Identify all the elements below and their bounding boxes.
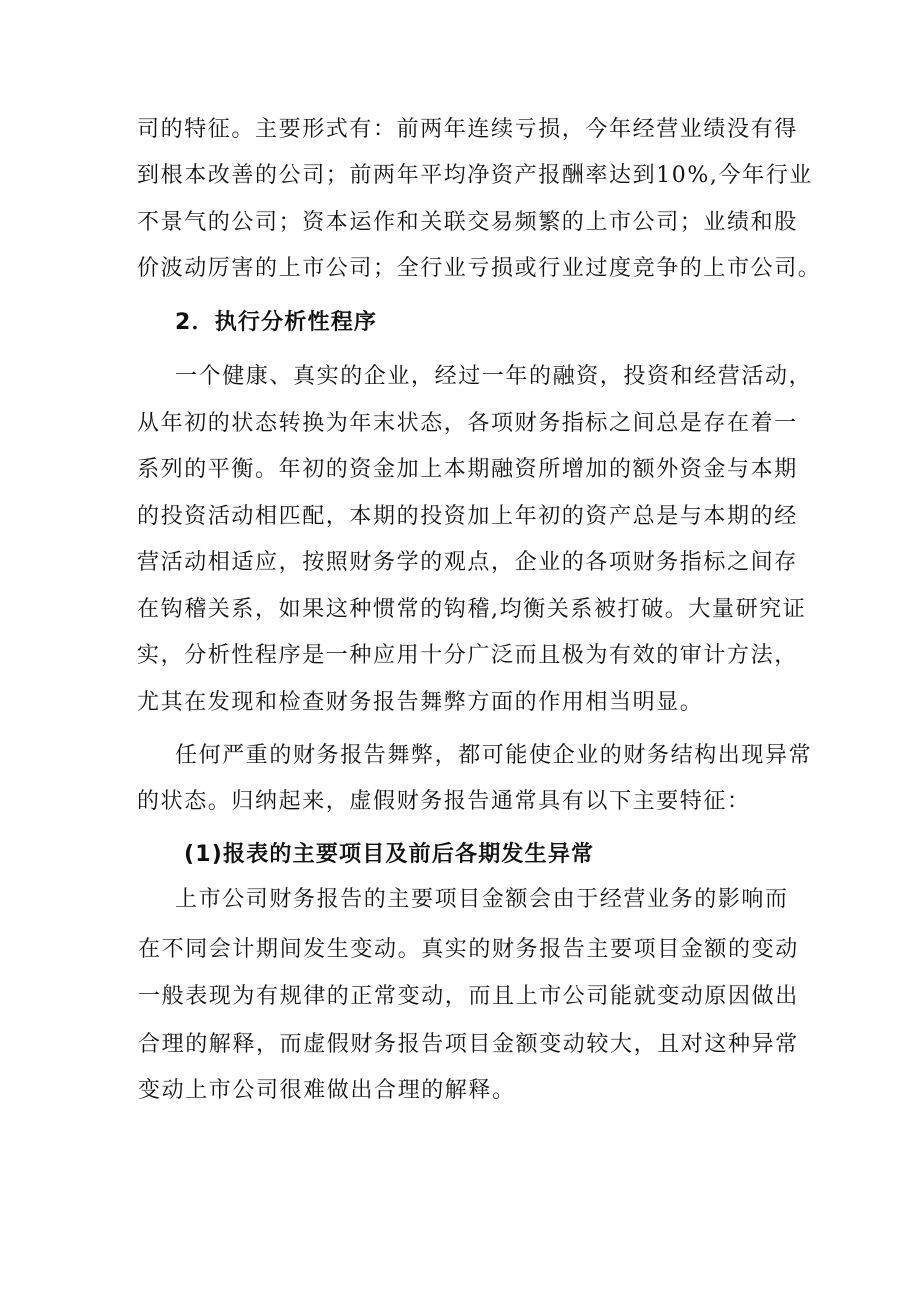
text-line: 变动上市公司很难做出合理的解释。 — [138, 1078, 516, 1103]
section-heading: (1)报表的主要项目及前后各期发生异常 — [184, 842, 595, 867]
text-line: 任何严重的财务报告舞弊，都可能使企业的财务结构出现异常 — [175, 743, 813, 768]
text-line: 从年初的状态转换为年末状态，各项财务指标之间总是存在着一 — [137, 411, 798, 436]
text-line: 的状态。归纳起来，虚假财务报告通常具有以下主要特征： — [137, 789, 751, 814]
text-line: 合理的解释，而虚假财务报告项目金额变动较大，且对这种异常 — [138, 1032, 799, 1057]
text-line: 司的特征。主要形式有：前两年连续亏损，今年经营业绩没有得 — [137, 117, 798, 142]
text-line: 价波动厉害的上市公司；全行业亏损或行业过度竞争的上市公司。 — [137, 256, 822, 281]
text-line: 的投资活动相匹配，本期的投资加上年初的资产总是与本期的经 — [137, 504, 798, 529]
text-line: 尤其在发现和检查财务报告舞弊方面的作用相当明显。 — [137, 690, 704, 715]
text-line: 到根本改善的公司；前两年平均净资产报酬率达到10%,今年行业 — [137, 163, 813, 188]
text-line: 上市公司财务报告的主要项目金额会由于经营业务的影响而 — [175, 887, 789, 912]
text-line: 营活动相适应，按照财务学的观点，企业的各项财务指标之间存 — [137, 550, 798, 575]
text-line: 在钩稽关系，如果这种惯常的钩稽,均衡关系被打破。大量研究证 — [137, 597, 807, 622]
text-line: 实，分析性程序是一种应用十分广泛而且极为有效的审计方法， — [137, 643, 798, 668]
text-line: 一般表现为有规律的正常变动，而且上市公司能就变动原因做出 — [138, 984, 799, 1009]
section-heading: 2．执行分析性程序 — [175, 310, 378, 335]
text-line: 不景气的公司；资本运作和关联交易频繁的上市公司；业绩和股 — [137, 210, 798, 235]
text-line: 系列的平衡。年初的资金加上本期融资所增加的额外资金与本期 — [137, 457, 798, 482]
text-line: 一个健康、真实的企业，经过一年的融资，投资和经营活动， — [175, 364, 813, 389]
text-line: 在不同会计期间发生变动。真实的财务报告主要项目金额的变动 — [138, 937, 799, 962]
